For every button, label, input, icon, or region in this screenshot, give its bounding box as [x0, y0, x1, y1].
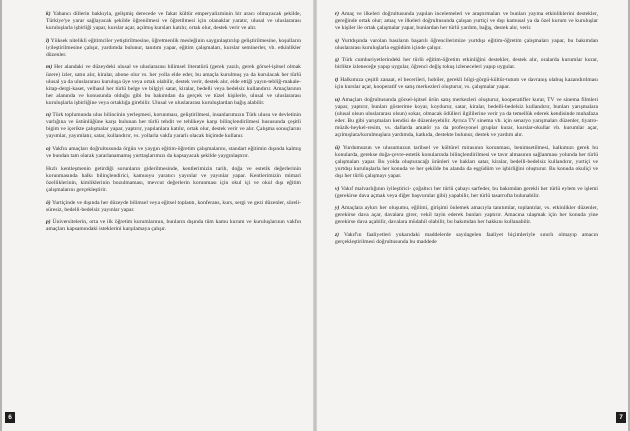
paragraph-label: r) [335, 11, 340, 17]
paragraph-text: Yüksek nitelikli eğitimciler yetiştirilmesine, öğretmenlik mesleğinin saygınlaştırılıp geliştirilmesine, koşulların iyileştirilmesine çalışır, yardımda bulunur, tanıtım yapar, eğitim çalışmaları, kurslar seminerler, vb. etkinlikler düzenler. [46, 37, 301, 58]
paragraph-o [46, 146, 301, 160]
paragraph-label: m) [46, 64, 53, 71]
paragraph-label: t) [335, 77, 339, 84]
paragraph-text: Amaç ve ilkeleri doğrultusunda yapılan incelemeleri ve araştırmaları ve bunları yayma etkinliklerini destekler, gereğinde ortak olur; amaç ve ilkeleri doğrultusunda çalışan yurtiçi ve dışı kamusal ya da özel kurum ve kuruluşlar ve kişiler ile ortak çalışmalar yapar, bunlardan her türlü yardım, bağış, destek alır, verir. [335, 11, 599, 32]
paragraph-label: o) [46, 146, 51, 153]
paragraph-text: Vakfın amaçları doğrultusunda örgün ve yaygın eğitim-öğretim çalışmalarını, standart eğitimin dışında kalmış ve bundan tam olarak yararlanamamış yurttaşlarımızı da kapsayacak şekilde yaygınlaştırır. [46, 146, 301, 160]
paragraph-text: Amaçlara aykırı her oluşumu, eğilimi, girişimi önlemek amacıyla tanıtımlar, toplantılar, vs. etkinlikler düzenler, gerekirse dava açar, davalara girer, vekil tayin ederek bunları yaptırır. Amacına ulaşmak için her konuda yine gerekirse dava açabilir, davalara müdahil olabilir, bu bakımdan her hakkını kullanabilir. [335, 205, 598, 226]
paragraph-unlabeled [46, 166, 301, 194]
paragraph-label: u) [335, 96, 340, 103]
paragraph-k [46, 11, 301, 32]
paragraph-text: Her alandaki ve düzeydeki ulusal ve uluslararası bilimsel literatürü (gerek yazılı, gerek görsel-işitsel olmak üzere) izler, satın alır, kiralar, abone olur vs. her yolla elde eder, bu amaçla kurulmuş ya da kurulacak her türlü ulusal ya da uluslararası kuruluşa üye veya ortak olabilir, destek verir, destek alır, elde ettiği yayın-tebliğ-makale-kitap-dergi-kaset, velhasıl her türlü belge ve bilgiyi satar, kiralar, bedelli veya bedelsiz kullandırır. Amaçlarının her alanında ve konusunda olduğu gibi bu bakımdan da gerçek ve tüzel kişilerle, ulusal ve uluslararası kuruluşlarla işbirliğine veya ortaklığa girebilir. Ulusal ve uluslararası kuruluşlardan bağış alabilir. [46, 64, 301, 106]
paragraph-s [335, 38, 598, 52]
paragraph-n [46, 112, 301, 140]
paragraph-text: Amaçları doğrultusunda görsel-işitsel ürün satış merkezleri oluşturur, kooperatifler kurar, TV ve sinema filmleri yapar, yaptırır, bunları gösterime koyar, koydurur, satar, kiralar, bedelli-bedelsiz kullandırır, bunları yarışmalara (ulusal olsun uluslararası olsun) sokar, olmacak ödülleri ilgililerine verir ya da temellük ederek kendisinde muhafaza eder. Bu gibi yarışmaları kendisi de düzenleyebilir. Ayrıca TV sinema vb. için senaryo yarışmaları düzenler, tiyatro-müzik-heykel-resim, vs. dallarda amatör ya da profesyonel gruplar kurar, kurslar-okullar vb. kurumlar açar, açılmışlara/kurulmuşlara yardımda, katkıda, destekte bulunur, destek ve yardım alır. [335, 96, 599, 139]
paragraph-label: n) [46, 112, 51, 119]
paragraph-label: s) [335, 37, 340, 44]
paragraph-o-umlaut [46, 200, 301, 214]
right-page [315, 0, 630, 431]
paragraph-text: Halkımıza çeşitli zanaat, el becerileri, hobiler, gerekli bilgi-görgü-kültür-tutum ve davranış olabuş kazandırılması için kurslar açar, kooperatif ve satış merkezleri oluşturur, vs. çalışmalar yapar. [335, 77, 598, 91]
paragraph-label: k) [46, 11, 51, 17]
paragraph-label: v) [335, 185, 340, 192]
paragraph-l [46, 38, 301, 59]
paragraph-text: Vakıf'ın faaliyetleri yukarıdaki maddelerde sayılagelen faaliyet biçimleriyle sınırlı olmayıp amacın gerçekleştirilmesi doğrultusunda bu maddede [335, 231, 598, 245]
paragraph-y [335, 205, 598, 226]
paragraph-u [335, 97, 598, 139]
paragraph-text: Hızlı kentleşmenin getirdiği sorunların giderilmesinde, kentlerimizin tarih, doğa ve estetik değerlerinin korunmasında halkı bilinçlendirici, kamuoyu yaratıcı yayınlar ve yayınlar yapar. Kentlerimizin mimari özelliklerinin, kimliklerinin bozulmaması, mevcut değerlerin korunması için okul içi ve okul dışı eğitim çalışmalarını gerçekleştirir. [46, 165, 301, 193]
paragraph-u-umlaut [335, 145, 598, 180]
paragraph-v [335, 186, 598, 200]
paragraph-label: y) [335, 205, 340, 212]
paragraph-m [46, 64, 301, 106]
paragraph-text: Yurdumuzun ve ulusumuzun tarihsel ve kültürel mirasının korunması, benimsetilmesi, halkımızı gerek bu konularda, gerekse doğa-çevre-estetik konularında bilinçlendirilmesi ve tavır almasının sağlanması yolunda her türlü çalışmaları yapar. Bu yolda oluşturacağı ürünleri ve hakları satar, kiralar, bedelli-bedelsiz kullandırır, yurtiçi ve yurtdışı kuruluşlarla her konuda ve her şekilde bu alanda da eşgüdüm ve işbirliğini oluşturur. Bu konuda okuliçi ve dışı her türlü çalışmayı yapar. [335, 144, 599, 179]
paragraph-text: Üniversitelerin, orta ve ilk öğretim kurumlarının, bunların dışında tüm kamu kurum ve kuruluşlarının vakfın amaçları kapsamındaki isteklerini karşılamaya çalışır. [46, 219, 301, 233]
paragraph-label: ş) [335, 57, 340, 64]
paragraph-text: Türk toplumunda ulus bilincinin yerleşmesi, korunması, geliştirilmesi, insanlarımızın Türk ulusu ve devletinin varlığına ve üstünlüğüne karşı bulunan her türlü tehdit ve tehlikeye karşı bilinçlendirilmesi hususunda çeşitli bigim ve içerikte çalışmalar yapar, yaptırır, yapılanlara katılır, ortak olur, destek verir ve alır. Çalışma sonuçlarını yayımlar, yayımlatır, satar, kullandırır, vs. yollarla vakfa yararlı olacak biçimde kullanır. [46, 112, 301, 140]
paragraph-t [335, 77, 598, 91]
paragraph-label: ü) [335, 144, 340, 151]
paragraph-z [335, 232, 598, 246]
paragraph-p [46, 219, 301, 233]
paragraph-label: z) [335, 231, 340, 238]
paragraph-label: p) [46, 219, 51, 226]
paragraph-r [335, 11, 598, 32]
paragraph-text: Yurtiçinde ve dışında her düzeyde bilimsel veya eğitsel toplantı, konferans, kurs, sergi ve gezi düzenler, süreli-süresiz, bedelli-bedelsiz yayınlar yapar. [46, 199, 301, 213]
paragraph-label: l) [46, 37, 50, 44]
paragraph-text: Vakıf malvarlığının iyileştirici- çoğaltıcı her türlü çabayı sarfeder, bu bakımdan gerekli her türlü eylem ve işlemi (gerekirse dava açmak veya diğer başvurular gibi) yapabilir, her türlü tasarrufta bulunabilir. [335, 185, 598, 199]
page-number-right: 7 [616, 412, 626, 423]
paragraph-s-cedilla [335, 57, 598, 71]
paragraph-text: Yurtdışında varolan basıların başarılı öğrencilerimize yurtdışı eğitim-öğretim çalışmaları yapar, bu bakımdan uluslararası kuruluşlarla eşgüdüm içinde çalışır. [335, 37, 599, 51]
paragraph-label: ö) [46, 199, 51, 206]
page-number-left: 6 [5, 412, 15, 423]
paragraph-text: Türk cumhuriyetlerindeki her türlü eğitim-öğretim etkinliğini destekler, destek alır, oralarda kurumlar kurar, birlikte izleneceğe yapıp uygular, öğrenci değiş tokuş izleneceleri yapıp uygular. [335, 57, 598, 71]
paragraph-text: Yabancı dillerin bakkıyla, gelişmiş derecede ve fakat kültür emperyalizminin bir aracı olmayacak şekilde, Türkiye'ye yarar sağlayacak şekilde öğrenilmesi ve öğretilmesi için olanaklar yaratır, ulusal ve uluslararası kuruluşlarla işbirliği yapar, kurslar açar, açılmış kursları katılır, ortak olur, destek verir ve alır. [46, 11, 302, 32]
